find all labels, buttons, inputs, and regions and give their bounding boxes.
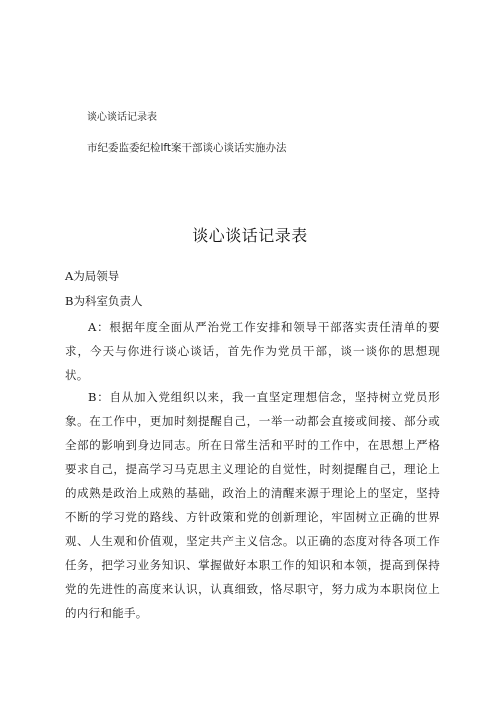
header-subtitle: 市纪委监委纪检lft案干部谈心谈话实施办法 [87,142,287,154]
role-a-label: A为局领导 [65,269,120,283]
paragraph-a: A：根据年度全面从严治党工作安排和领导干部落实责任清单的要求，今天与你进行谈心谈话，首先作为党员干部，谈一谈你的思想现状。 [65,320,440,382]
role-b-label: B为科室负责人 [65,294,143,308]
header-title: 谈心谈话记录表 [87,112,157,123]
document-title: 谈心谈话记录表 [192,226,308,245]
paragraph-b: B：自从加入党组织以来，我一直坚定理想信念，坚持树立党员形象。在工作中，更加时刻提醒自己，一举一动都会直接或间接、部分或全部的影响到身边同志。所在日常生活和平时的工作中，在思想上严格要求自己，提高学习马克思主义理论的自觉性，时刻提醒自己，理论上的成熟是政治上成熟的基础，政治上的清醒来源于理论上的坚定，坚持不断的学习党的路线、方针政策和党的创新理论，牢固树立正确的世界观、人生观和价值观，坚定共产主义信念。以正确的态度对待各项工作任务，把学习业务知识、掌握做好本职工作的知识和本领，提高到保持党的先进性的高度来认识，认真细致，恪尽职守，努力成为本职岗位上的内行和能手。 [65,390,440,620]
